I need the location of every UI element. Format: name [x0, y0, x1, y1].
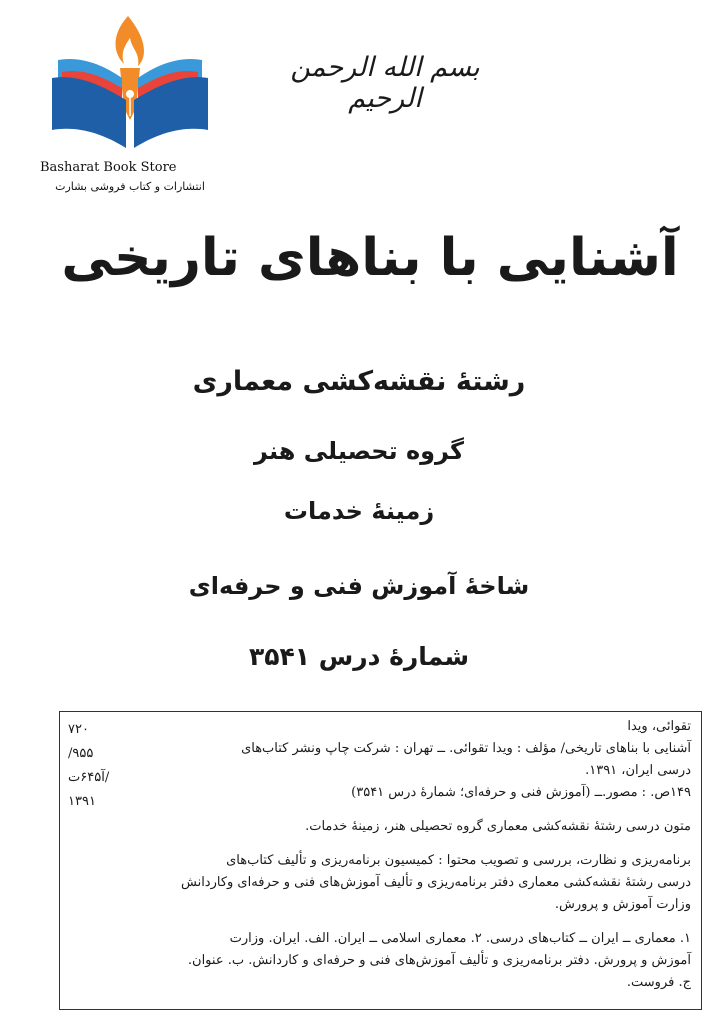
catalog-line: ۱۴۹ص. : مصور.ــ (آموزش فنی و حرفه‌ای؛ شمارهٔ درس ۳۵۴۱) — [351, 785, 691, 800]
store-name-fa: انتشارات و کتاب فروشی بشارت — [55, 180, 205, 193]
catalog-line: ۱. معماری ــ ایران ــ کتاب‌های درسی. ۲. معماری اسلامی ــ ایران. الف. ایران. وزارت — [229, 931, 691, 946]
book-pen-flame-icon — [40, 8, 220, 158]
call-number: ۷۲۰ — [68, 722, 89, 737]
catalog-line: متون درسی رشتهٔ نقشه‌کشی معماری گروه تحصیلی هنر، زمینهٔ خدمات. — [305, 819, 691, 834]
call-number: /۹۵۵ — [68, 746, 94, 761]
catalog-line: آشنایی با بناهای تاریخی/ مؤلف : ویدا تقوائی. ــ تهران : شرکت چاپ ونشر کتاب‌های — [241, 741, 691, 756]
call-number: ۱۳۹۱ — [68, 794, 96, 809]
catalog-line: تقوائی، ویدا — [627, 719, 691, 734]
call-number: آ۶۴۵ت/ — [68, 770, 110, 785]
store-name-en: Basharat Book Store — [40, 160, 177, 175]
domain-subtitle: زمینهٔ خدمات — [283, 497, 435, 525]
lesson-number: شمارهٔ درس ۳۵۴۱ — [248, 642, 470, 671]
catalog-line: ج. فروست. — [626, 975, 691, 990]
bismillah-calligraphy: بسم الله الرحمن الرحیم — [290, 52, 480, 114]
book-title: آشنایی با بناهای تاریخی — [61, 228, 679, 288]
cataloging-box — [59, 711, 702, 1010]
call-number-column — [68, 718, 128, 814]
catalog-line: آموزش و پرورش. دفتر برنامه‌ریزی و تألیف آموزش‌های فنی و حرفه‌ای و کاردانش. ب. عنوان. — [187, 953, 691, 968]
group-subtitle: گروه تحصیلی هنر — [254, 437, 464, 465]
catalog-line: درسی رشتهٔ نقشه‌کشی معماری دفتر برنامه‌ریزی و تألیف آموزش‌های فنی و حرفه‌ای وکاردانش — [181, 875, 691, 890]
branch-subtitle: شاخهٔ آموزش فنی و حرفه‌ای — [188, 572, 530, 600]
catalog-entry — [126, 716, 691, 994]
field-subtitle: رشتهٔ نقشه‌کشی معماری — [192, 366, 526, 397]
catalog-line: برنامه‌ریزی و نظارت، بررسی و تصویب محتوا : کمیسیون برنامه‌ریزی و تألیف کتاب‌های — [226, 853, 691, 868]
catalog-line: درسی ایران، ۱۳۹۱. — [585, 763, 691, 778]
catalog-line: وزارت آموزش و پرورش. — [554, 897, 691, 912]
